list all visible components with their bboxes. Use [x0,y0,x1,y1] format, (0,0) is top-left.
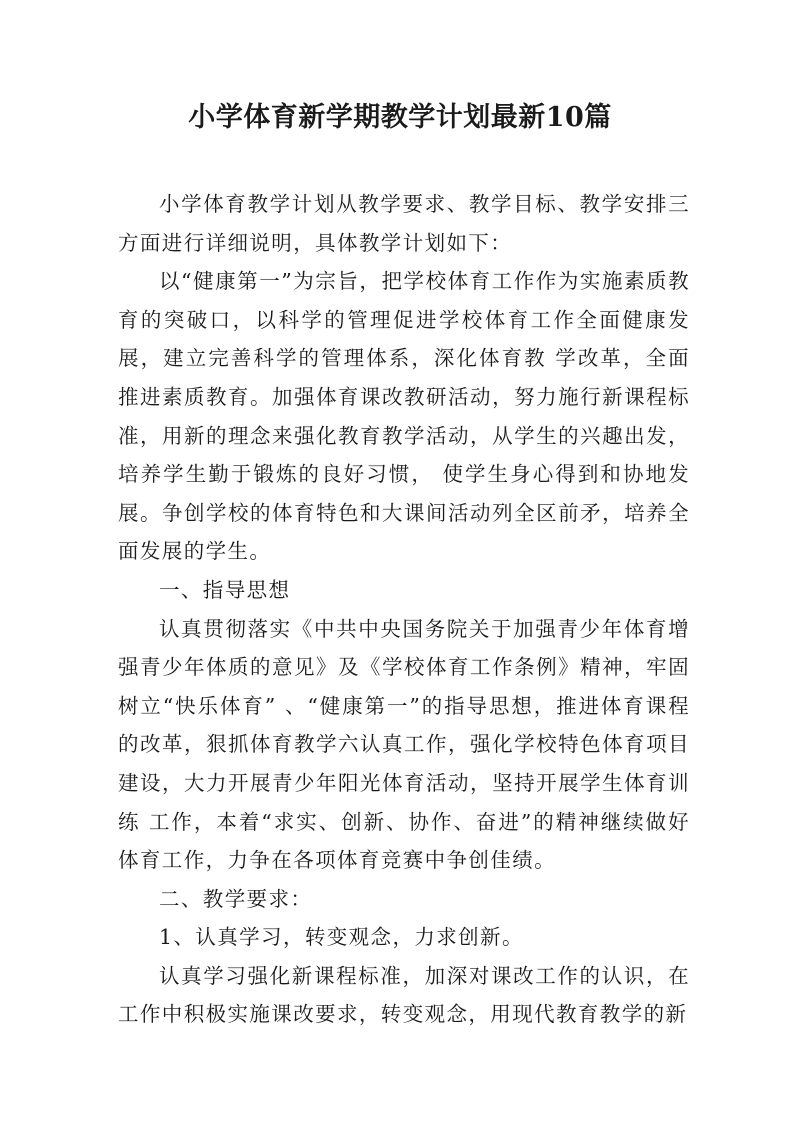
document-body [118,185,690,1034]
study-paragraph: 认真学习强化新课程标准，加深对课改工作的认识，在工作中积极实施课改要求，转变观念，用现代教育教学的新 [118,963,690,1027]
subheading-study-innovate: 1、认真学习，转变观念，力求创新。 [159,925,524,950]
guiding-thought-paragraph: 认真贯彻落实《中共中央国务院关于加强青少年体育增强青少年体质的意见》及《学校体育工作条例》精神，牢固树立“快乐体育” 、“健康第一”的指导思想，推进体育课程的改革，狠抓体育教学六认真工作，强化学校特色体育项目建设，大力开展青少年阳光体育活动，坚持开展学生体育训练 工作，本着“求实、创新、协作、奋进”的精神继续做好体育工作，力争在各项体育竞赛中争创佳绩。 [118,616,690,873]
intro-paragraph: 小学体育教学计划从教学要求、教学目标、教学安排三方面进行详细说明，具体教学计划如下： [118,192,690,255]
section-heading-teaching-requirements: 二、教学要求： [159,886,313,911]
document-title: 小学体育新学期教学计划最新10篇 [188,102,612,133]
purpose-paragraph: 以“健康第一”为宗旨，把学校体育工作作为实施素质教育的突破口，以科学的管理促进学校体育工作全面健康发展，建立完善科学的管理体系，深化体育教 学改革，全面推进素质教育。加强体育课改教研活动，努力施行新课程标准，用新的理念来强化教育教学活动，从学生的兴趣出发，培养学生勤于锻炼的良好习惯， 使学生身心得到和协地发展。争创学校的体育特色和大课间活动列全区前矛，培养全面发展的学生。 [118,269,690,564]
section-heading-guiding-thought: 一、指导思想 [159,577,291,602]
